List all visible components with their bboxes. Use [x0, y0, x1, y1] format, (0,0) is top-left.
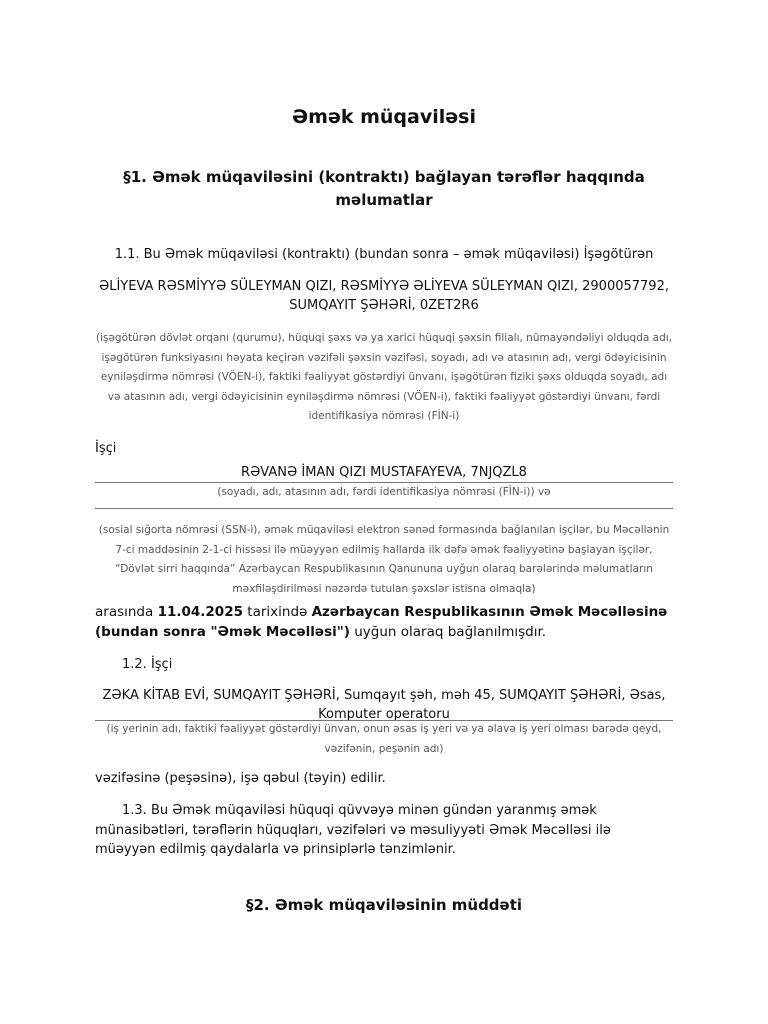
- employee-label: İşçi: [95, 441, 117, 456]
- document-title: Əmək müqaviləsi: [292, 106, 476, 128]
- labor-code-reference: Azərbaycan Respublikasının Əmək Məcəlləsinə (bundan sonra "Əmək Məcəlləsi"): [95, 604, 668, 640]
- section-1-heading: §1. Əmək müqaviləsini (kontraktı) bağlayan tərəflər haqqında məlumatlar: [123, 168, 645, 209]
- ssn-underline: [95, 508, 673, 509]
- position-text: vəzifəsinə (peşəsinə), işə qəbul (təyin) edilir.: [95, 771, 386, 786]
- clause-1-3: 1.3. Bu Əmək müqaviləsi hüquqi qüvvəyə minən gündən yaranmış əmək münasibətləri, tərəflərin hüquqları, vəzifələri və məsuliyyəti Əmək Məcəlləsi ilə müəyyən edilmiş qaydalarla və prinsiplərlə tənzimlənir.: [95, 803, 611, 857]
- employee-note: (soyadı, adı, atasının adı, fərdi identifikasiya nömrəsi (FİN-i)) və: [217, 486, 551, 498]
- workplace-value: ZƏKA KİTAB EVİ, SUMQAYIT ŞƏHƏRİ, Sumqayıt şəh, məh 45, SUMQAYIT ŞƏHƏRİ, Əsas, Komputer operatoru: [102, 688, 666, 722]
- employer-value: ƏLİYEVA RƏSMİYYƏ SÜLEYMAN QIZI, RƏSMİYYƏ ƏLİYEVA SÜLEYMAN QIZI, 2900057792, SUMQAYIT ŞƏHƏRİ, 0ZET2R6: [99, 279, 669, 313]
- workplace-note: (iş yerinin adı, faktiki fəaliyyət göstərdiyi ünvan, onun əsas iş yeri və ya əlavə iş yeri olması barədə qeyd, vəzifənin, peşənin adı): [106, 723, 662, 755]
- concluded-paragraph: [95, 603, 673, 642]
- concluded-middle: tarixində: [242, 604, 312, 620]
- section-2-heading: §2. Əmək müqaviləsinin müddəti: [245, 896, 523, 914]
- clause-1-2-intro: 1.2. İşçi: [122, 657, 173, 672]
- concluded-suffix: uyğun olaraq bağlanılmışdır.: [349, 623, 547, 640]
- ssn-note: (sosial sığorta nömrəsi (SSN-i), əmək müqaviləsi elektron sənəd formasında bağlanılan işçilər, bu Məcəllənin 7-ci maddəsinin 2-1-ci hissəsi ilə müəyyən edilmiş hallarda ilk dəfə əmək fəaliyyətinə başlayan işçilər, “Dövlət sirri haqqında” Azərbaycan Respublikasının Qanununa uyğun olaraq barələrində məlumatların məxfiləşdirilməsi nəzərdə tutulan şəxslər istisna olmaqla): [98, 524, 670, 595]
- employer-note: (işəgötürən dövlət orqanı (qurumu), hüquqi şəxs və ya xarici hüquqi şəxsin filialı, nümayəndəliyi olduqda adı, işəgötürən funksiyasını həyata keçirən vəzifəli şəxsin vəzifəsi, soyadı, adı və atasının adı, vergi ödəyicisinin eyniləşdirmə nömrəsi (VÖEN-i), faktiki fəaliyyət göstərdiyi ünvanı, işəgötürən fiziki şəxs olduqda soyadı, adı və atasının adı, vergi ödəyicisinin eyniləşdirmə nömrəsi (VÖEN-i), faktiki fəaliyyət göstərdiyi ünvanı, fərdi identifikasiya nömrəsi (FİN-i): [95, 332, 673, 422]
- contract-date: 11.04.2025: [157, 604, 243, 620]
- employee-value: RƏVANƏ İMAN QIZI MUSTAFAYEVA, 7NJQZL8: [241, 465, 527, 480]
- clause-1-1-intro: 1.1. Bu Əmək müqaviləsi (kontraktı) (bundan sonra – əmək müqaviləsi) İşəgötürən: [114, 247, 654, 262]
- concluded-prefix: arasında: [95, 604, 158, 620]
